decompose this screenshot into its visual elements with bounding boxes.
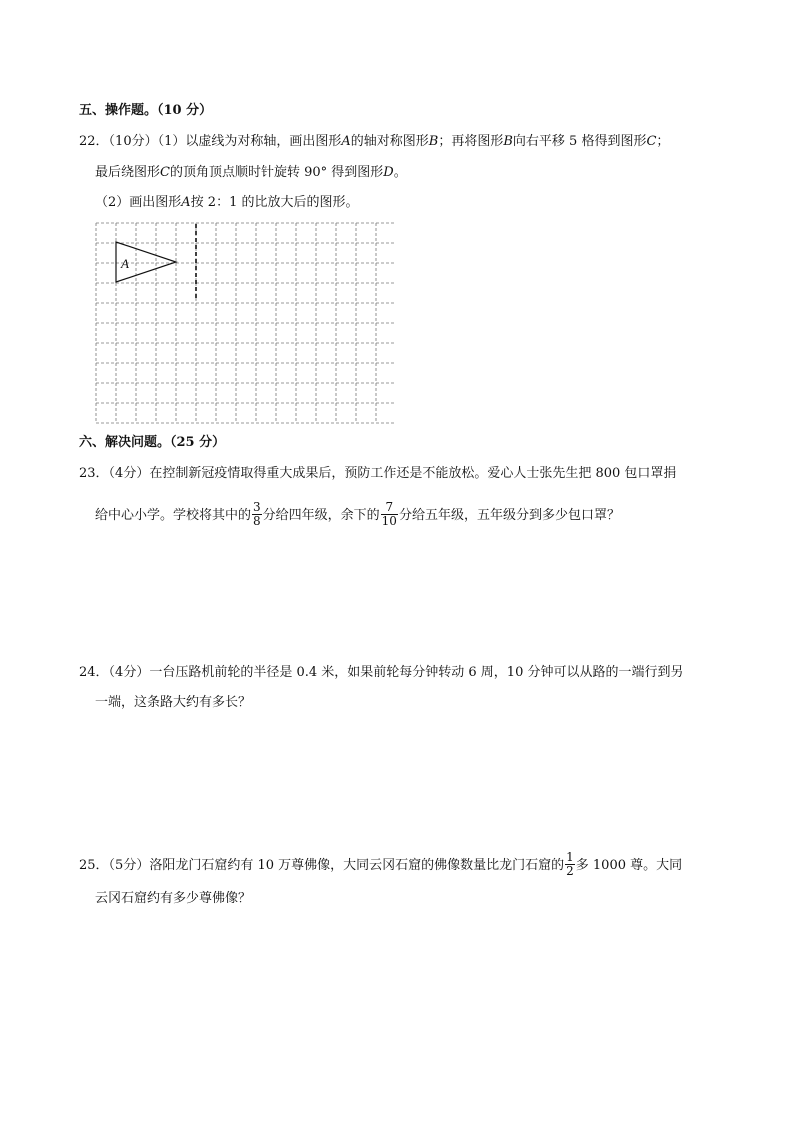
grid-figure xyxy=(95,222,395,424)
question-text: （2）画出图形 xyxy=(95,195,182,210)
question-score: （4分） xyxy=(108,665,150,680)
question-text: ； xyxy=(656,134,670,149)
variable-b: B xyxy=(503,134,513,149)
grid-lines xyxy=(96,223,395,423)
question-text: 给中心小学。学校将其中的 xyxy=(95,508,252,523)
variable-d: D xyxy=(383,165,394,180)
section-5-heading xyxy=(79,102,212,120)
question-text: 分给四年级，余下的 xyxy=(262,508,380,523)
question-22-line-2 xyxy=(95,164,407,182)
fraction-numerator: 7 xyxy=(381,501,398,515)
question-text: 向右平移 5 格得到图形 xyxy=(512,134,647,149)
question-text: 多 1000 尊。大同 xyxy=(575,858,683,873)
question-number: 24． xyxy=(79,665,109,680)
question-score: （4分） xyxy=(108,466,150,481)
fraction-numerator: 1 xyxy=(566,850,574,864)
variable-c: C xyxy=(646,134,657,149)
question-text: 洛阳龙门石窟约有 10 万尊佛像，大同云冈石窟的佛像数量比龙门石窟的 xyxy=(149,858,565,873)
fraction-numerator: 3 xyxy=(253,500,261,514)
question-text: 。 xyxy=(393,165,407,180)
variable-a: A xyxy=(181,195,191,210)
question-text: 分给五年级，五年级分到多少包口罩？ xyxy=(398,508,620,523)
question-25-line-1 xyxy=(79,852,682,879)
section-6-heading-text: 六、解决问题。（25 分） xyxy=(79,435,226,450)
question-text: 一端，这条路大约有多长？ xyxy=(95,695,252,710)
fraction-one-half xyxy=(565,851,575,878)
fraction-three-eighths xyxy=(252,501,262,528)
question-23-line-1 xyxy=(79,465,676,483)
question-23-line-2 xyxy=(95,502,620,529)
question-number: 23． xyxy=(79,466,109,481)
question-24-line-1 xyxy=(79,664,683,682)
question-score: （10分） xyxy=(108,134,158,149)
question-text: 的顶角顶点顺时针旋转 90° 得到图形 xyxy=(169,165,384,180)
question-number: 22． xyxy=(79,134,109,149)
question-24-line-2 xyxy=(95,694,251,712)
section-6-heading xyxy=(79,434,225,452)
question-text: 一台压路机前轮的半径是 0.4 米，如果前轮每分钟转动 6 周，10 分钟可以从路的一端行到另 xyxy=(149,665,684,680)
triangle-a-label: A xyxy=(121,256,129,271)
section-5-heading-text: 五、操作题。（10 分） xyxy=(79,103,213,118)
question-number: 25． xyxy=(79,858,109,873)
question-22-line-1 xyxy=(79,133,669,151)
variable-a: A xyxy=(341,134,351,149)
fraction-seven-tenths xyxy=(381,501,398,528)
variable-c: C xyxy=(160,165,170,180)
question-25-line-2 xyxy=(95,890,251,908)
question-text: 在控制新冠疫情取得重大成果后，预防工作还是不能放松。爱心人士张先生把 800 包口罩捐 xyxy=(149,466,677,481)
question-text: 按 2：1 的比放大后的图形。 xyxy=(190,195,359,210)
question-text: ；再将图形 xyxy=(438,134,504,149)
question-text: 的轴对称图形 xyxy=(350,134,429,149)
fraction-denominator: 8 xyxy=(253,514,261,528)
question-text: （1）以虚线为对称轴，画出图形 xyxy=(157,134,342,149)
question-score: （5分） xyxy=(108,858,150,873)
fraction-denominator: 2 xyxy=(566,864,574,878)
fraction-denominator: 10 xyxy=(381,514,397,528)
question-text: 最后绕图形 xyxy=(95,165,161,180)
question-22-line-3 xyxy=(95,194,358,212)
question-text: 云冈石窟约有多少尊佛像？ xyxy=(95,891,252,906)
variable-b: B xyxy=(428,134,439,149)
